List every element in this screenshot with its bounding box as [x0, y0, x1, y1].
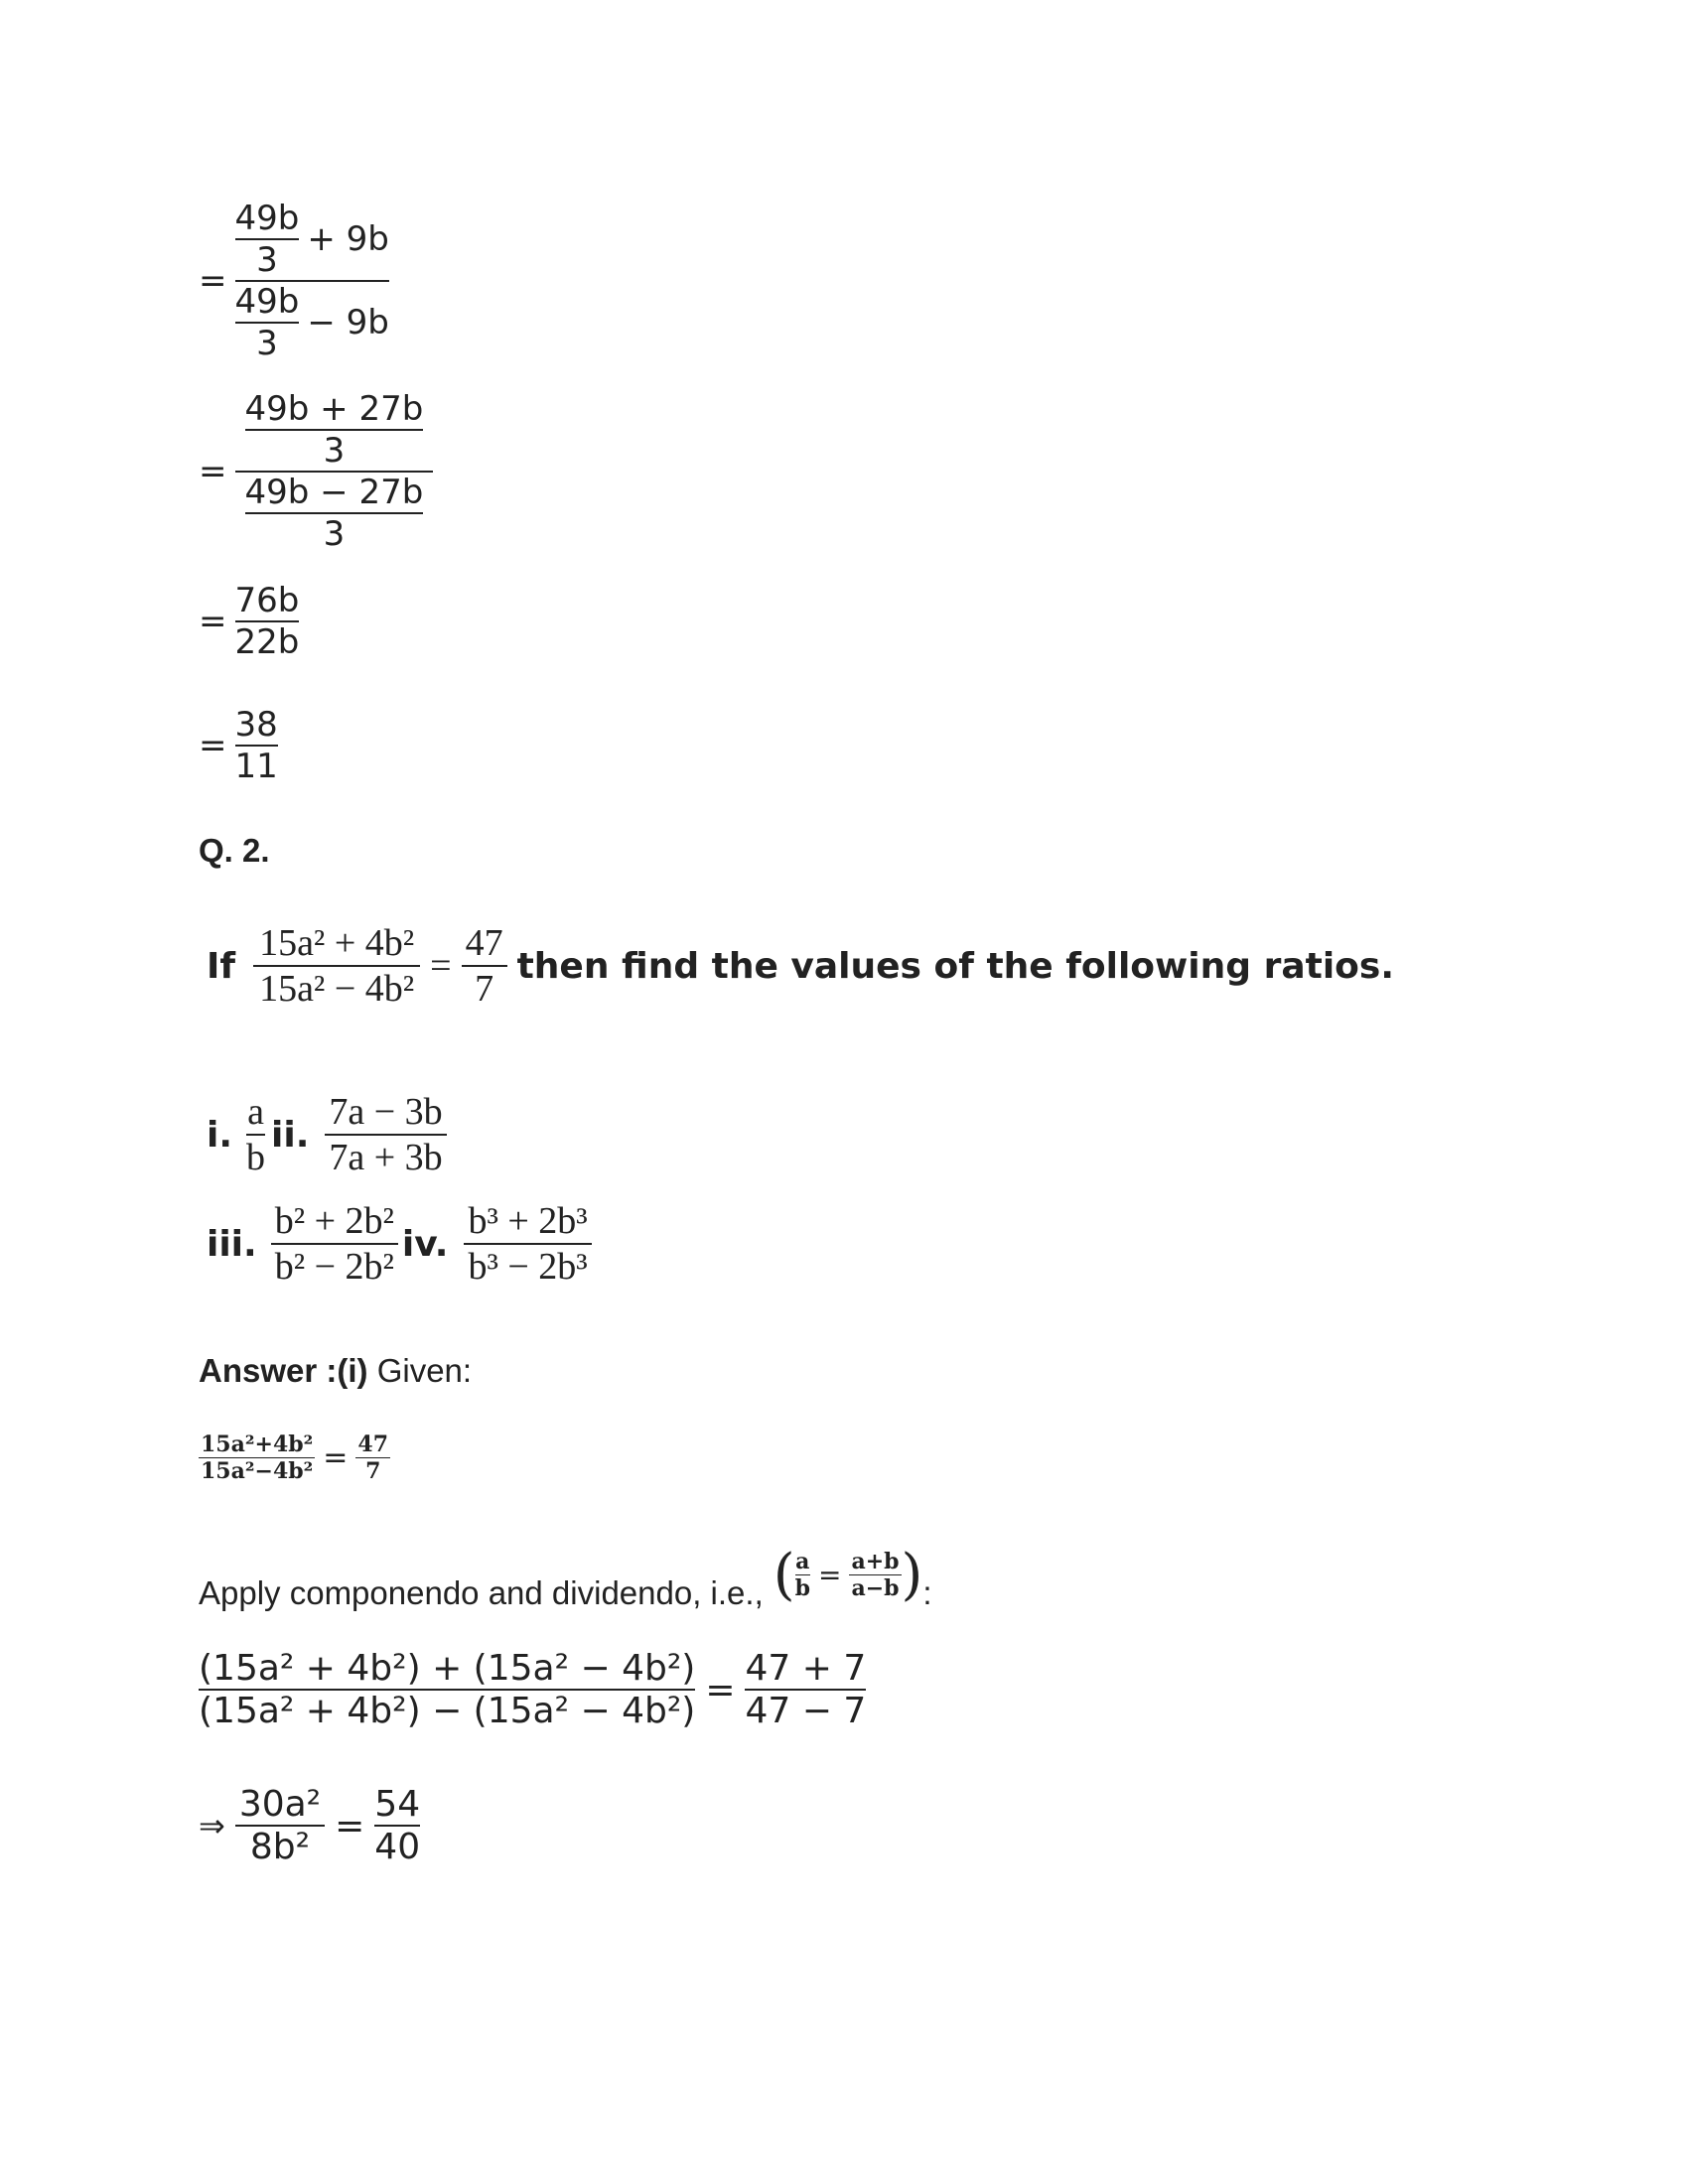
denominator: 47 − 7	[745, 1691, 867, 1731]
part-iii-label: iii.	[207, 1223, 257, 1265]
result-rhs-fraction	[374, 1784, 420, 1867]
denominator: b² − 2b²	[274, 1246, 394, 1288]
cd-rhs-fraction	[745, 1648, 866, 1731]
equals-sign: =	[335, 1805, 365, 1846]
result-fraction	[235, 1784, 325, 1867]
part-iv-label: iv.	[401, 1223, 449, 1265]
fraction	[235, 581, 300, 662]
part-i-label: i.	[207, 1114, 233, 1156]
denominator: b³ − 2b³	[468, 1246, 588, 1288]
given-rhs-fraction	[355, 1432, 390, 1484]
question-label: Q. 2.	[199, 832, 270, 869]
numerator: a	[247, 1091, 264, 1133]
denominator: 11	[234, 747, 278, 786]
part-iii-fraction	[271, 1199, 398, 1289]
equals-sign: =	[199, 602, 227, 641]
denominator: 3	[323, 431, 346, 471]
numerator: 30a²	[238, 1784, 322, 1825]
numerator: 7a − 3b	[329, 1091, 443, 1133]
numerator: b³ + 2b³	[468, 1200, 588, 1242]
numerator: 76b	[234, 581, 300, 620]
if-label: If	[207, 945, 236, 987]
denominator: 22b	[234, 622, 300, 662]
operand: − 9b	[307, 303, 389, 342]
part-ii-fraction	[325, 1090, 446, 1179]
complex-fraction	[235, 389, 434, 554]
equals-sign: =	[705, 1669, 736, 1710]
numerator: 49b	[234, 199, 300, 238]
complex-fraction	[235, 199, 389, 363]
numerator: 47	[465, 922, 503, 964]
denominator: b	[246, 1137, 266, 1178]
equals-sign: =	[199, 452, 227, 491]
right-paren: )	[901, 1542, 923, 1607]
rule-rhs-fraction	[849, 1549, 901, 1601]
equals-sign: =	[323, 1440, 349, 1475]
inner-fraction	[235, 282, 300, 363]
inner-fraction	[245, 473, 424, 554]
part-iv-fraction	[464, 1199, 591, 1289]
denominator: (15a² + 4b²) − (15a² − 4b²)	[199, 1691, 696, 1731]
equals-sign: =	[430, 945, 452, 987]
denominator: 3	[323, 514, 346, 554]
numerator: 38	[234, 705, 278, 745]
denominator: 40	[374, 1827, 421, 1867]
numerator: a	[795, 1548, 810, 1574]
numerator: 15a²+4b²	[201, 1432, 314, 1457]
numerator: 47 + 7	[745, 1648, 867, 1689]
numerator: 49b + 27b	[244, 389, 424, 429]
equals-sign: =	[817, 1558, 842, 1591]
equals-sign: =	[199, 726, 227, 765]
denominator: 8b²	[249, 1827, 311, 1867]
numerator: (15a² + 4b²) + (15a² − 4b²)	[199, 1648, 696, 1689]
numerator: b² + 2b²	[274, 1200, 394, 1242]
numerator: a+b	[851, 1548, 900, 1574]
numerator: 15a² + 4b²	[259, 922, 415, 964]
numerator: 54	[374, 1784, 421, 1825]
step-2-expression	[199, 389, 433, 554]
left-paren: (	[773, 1542, 795, 1607]
answer-heading	[199, 1352, 472, 1390]
question-statement	[207, 921, 1394, 1011]
equals-sign: =	[199, 261, 227, 301]
denominator: 15a² − 4b²	[259, 968, 415, 1010]
question-parts-row-2	[207, 1199, 592, 1289]
question-fraction	[253, 921, 420, 1011]
step-3-expression	[199, 581, 299, 662]
given-equation	[199, 1432, 390, 1484]
rule-tail: :	[922, 1574, 932, 1611]
denominator: 7	[365, 1458, 381, 1484]
fraction	[235, 705, 278, 786]
denominator: 7a + 3b	[329, 1137, 443, 1178]
inner-fraction	[245, 389, 424, 471]
numerator: 47	[357, 1432, 389, 1457]
denominator: 7	[475, 968, 494, 1010]
componendo-dividendo-line	[199, 1537, 932, 1612]
denominator: 3	[256, 324, 278, 363]
numerator: 49b	[234, 282, 300, 322]
given-label: Given:	[376, 1352, 473, 1389]
inner-fraction	[235, 199, 300, 280]
denominator: a−b	[851, 1574, 900, 1601]
question-parts-row-1	[207, 1090, 447, 1179]
question-tail: then find the values of the following ratios.	[516, 945, 1394, 987]
denominator: 15a²−4b²	[201, 1458, 314, 1484]
answer-label: Answer :(i)	[199, 1352, 368, 1389]
step-4-expression	[199, 705, 278, 786]
apply-text: Apply componendo and dividendo, i.e.,	[199, 1574, 764, 1611]
step-1-expression	[199, 199, 389, 363]
denominator: b	[794, 1574, 810, 1601]
rule-lhs-fraction	[795, 1549, 810, 1601]
result-equation	[199, 1784, 420, 1867]
implies-arrow: ⇒	[199, 1807, 225, 1844]
numerator: 49b − 27b	[244, 473, 424, 512]
given-fraction	[199, 1432, 315, 1484]
part-i-fraction	[246, 1090, 265, 1179]
operand: + 9b	[307, 219, 389, 259]
denominator: 3	[256, 240, 278, 280]
cd-fraction	[199, 1648, 695, 1731]
part-ii-label: ii.	[271, 1114, 310, 1156]
cd-applied-equation	[199, 1648, 866, 1731]
rhs-fraction	[462, 921, 507, 1011]
